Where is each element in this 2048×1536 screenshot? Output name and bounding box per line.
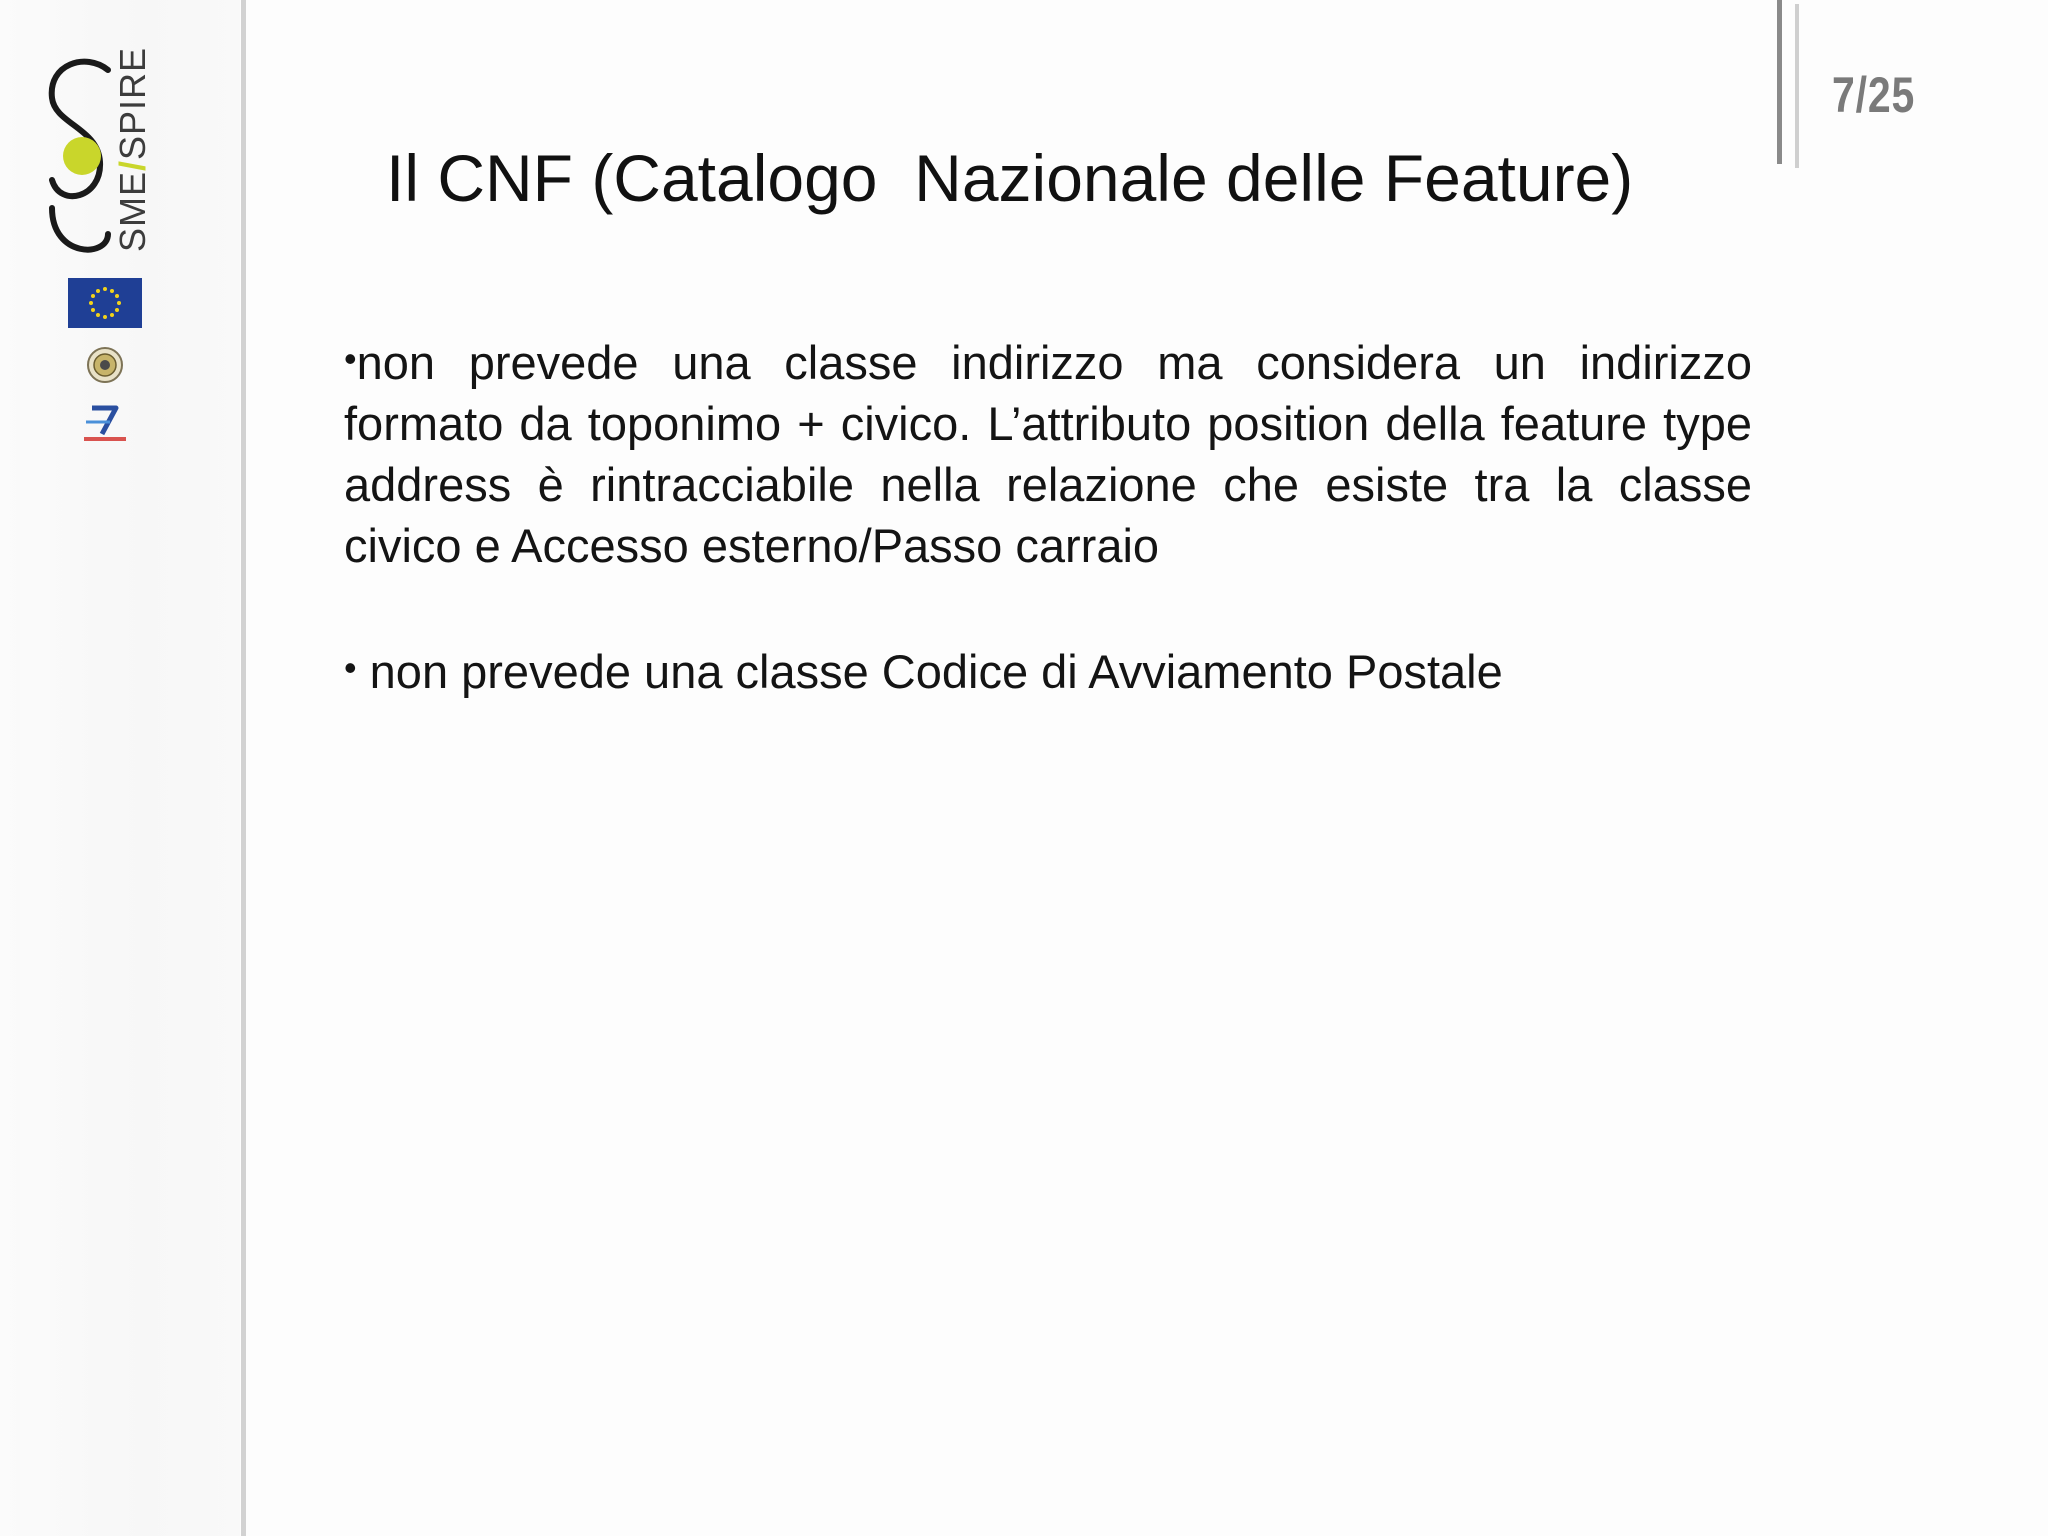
slide-title: Il CNF (Catalogo Nazionale delle Feature) xyxy=(386,141,1634,215)
bullet-dot-icon: • xyxy=(344,647,357,688)
bullet-text: non prevede una classe indirizzo ma considera un indirizzo formato da toponimo + civico. L’attributo position della feature type address è rintracciabile nella relazione che esiste tra la classe civico e Accesso esterno/Passo carraio xyxy=(344,336,1752,572)
fp7-cooperation-icon xyxy=(80,402,130,444)
page-number-bar-secondary xyxy=(1795,4,1799,168)
bullet-text: non prevede una classe Codice di Avviamento Postale xyxy=(356,645,1503,698)
bullet-dot-icon: • xyxy=(344,338,357,379)
logo-wordmark-right: SPIRE xyxy=(112,46,153,160)
page-number: 7/25 xyxy=(1832,67,1916,123)
sidebar-divider xyxy=(241,0,246,1536)
logo-wordmark-left: SME xyxy=(112,170,153,252)
university-seal-icon xyxy=(86,346,124,384)
eu-flag-icon xyxy=(68,278,142,328)
bullet-item xyxy=(344,328,1752,576)
bullet-item xyxy=(344,637,1752,702)
slide-body xyxy=(344,328,1752,702)
page-number-bar xyxy=(1777,0,1782,164)
logo-wordmark xyxy=(112,47,154,252)
logo-wordmark-separator: / xyxy=(112,159,153,171)
